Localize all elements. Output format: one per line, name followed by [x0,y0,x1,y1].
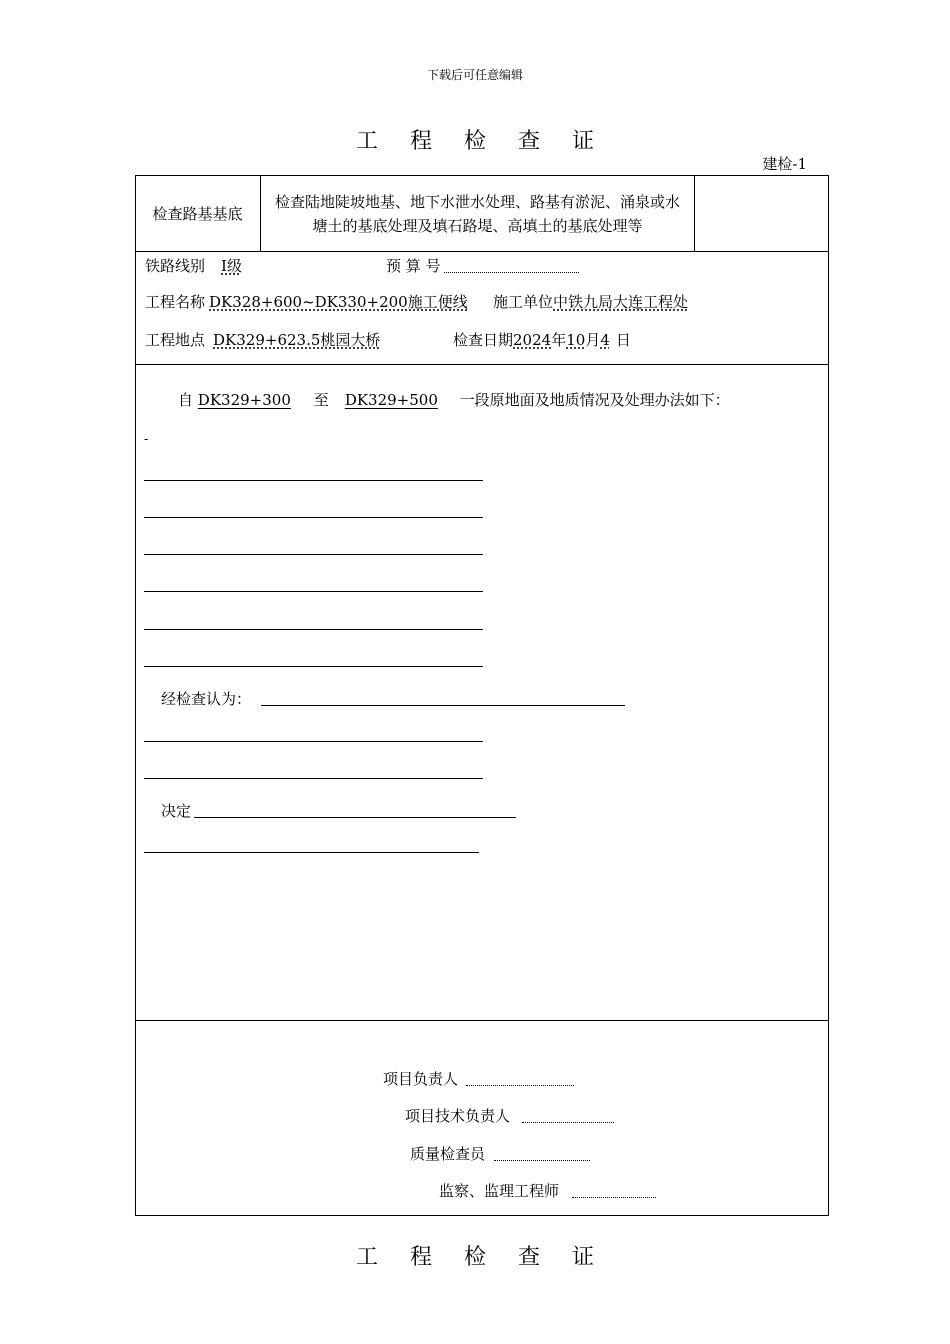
to-value: DK329+500 [344,391,438,409]
sign-supervisor: 监察、监理工程师 [439,1182,560,1200]
answer-line [144,480,483,481]
from-prefix: 自 [178,391,194,409]
dash-mark: - [144,432,149,447]
title-char: 程 [409,1245,432,1270]
sign-tech-lead: 项目技术负责人 [405,1107,511,1125]
budget-row [386,255,441,276]
answer-line [144,852,479,853]
date-row [453,329,631,350]
project-value: DK328+600~DK330+200施工便线 [209,293,468,311]
date-month: 10 [566,331,586,349]
date-month-unit: 月 [585,331,601,349]
location-label: 工程地点 [145,331,206,349]
answer-line [144,741,483,742]
budget-blank [444,272,579,273]
row-divider [135,1020,829,1021]
section-suffix: 一段原地面及地质情况及处理办法如下： [459,391,730,409]
project-row [145,291,468,312]
project-label: 工程名称 [145,293,206,311]
sign-line [494,1160,590,1161]
sign-line [466,1085,574,1086]
title-char: 查 [518,1245,541,1270]
date-year: 2024 [513,331,552,349]
to-prefix: 至 [313,391,329,409]
header-note: 下载后可任意编辑 [426,68,523,82]
page-title [0,124,950,155]
answer-line [144,554,483,555]
row-divider [135,364,829,365]
answer-line [144,778,483,779]
title-char: 查 [518,129,541,154]
date-label: 检查日期 [453,331,514,349]
sign-line [572,1197,656,1198]
date-day-unit: 日 [615,331,631,349]
railway-row [145,255,351,276]
title-char: 程 [409,129,432,154]
railway-value: Ⅰ级 [221,257,242,275]
answer-line [144,517,483,518]
location-value: DK329+623.5桃园大桥 [213,331,381,349]
unit-row [493,291,789,312]
date-year-unit: 年 [551,331,567,349]
title-char: 检 [463,1245,486,1270]
page-title-repeat [0,1240,950,1271]
unit-label: 施工单位 [493,293,554,311]
location-row [145,329,419,350]
date-day: 4 [600,331,610,349]
inspection-description: 检查陆地陡坡地基、地下水泄水处理、路基有淤泥、涌泉或水塘土的基底处理及填石路堤、高填土的基底处理等 [261,176,695,251]
title-char: 检 [463,129,486,154]
title-char: 证 [572,129,595,154]
answer-line [144,629,483,630]
answer-line [144,591,483,592]
conclusion-label: 经检查认为： [161,690,252,708]
sign-line [522,1122,614,1123]
section-range [178,389,730,410]
form-code: 建检-1 [762,155,807,173]
railway-label: 铁路线别 [145,257,206,275]
title-char: 工 [355,129,378,154]
inspection-label: 检查路基基底 [135,176,261,251]
conclusion-line [261,705,625,706]
decision-line [194,817,516,818]
title-char: 工 [355,1245,378,1270]
budget-label: 预 算 号 [386,257,441,275]
title-char: 证 [572,1245,595,1270]
sign-project-lead: 项目负责人 [383,1070,459,1088]
answer-line [144,666,483,667]
sign-quality-inspector: 质量检查员 [410,1145,486,1163]
row-divider [135,251,829,252]
decision-label: 决定 [161,802,192,820]
from-value: DK329+300 [197,391,291,409]
unit-value: 中铁九局大连工程处 [553,293,689,311]
